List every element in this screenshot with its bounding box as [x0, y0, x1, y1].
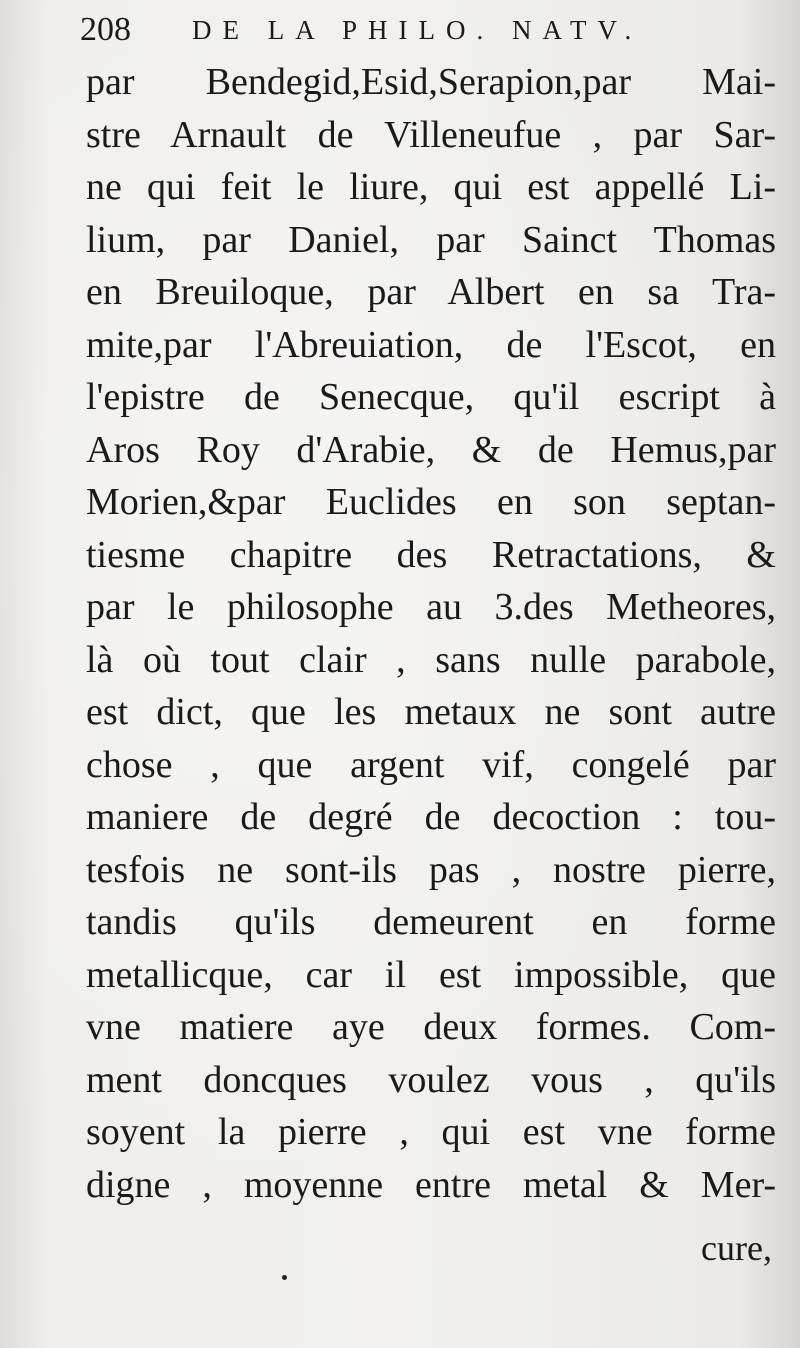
text-line: digne , moyenne entre metal & Mer- [86, 1163, 776, 1206]
text-line: en Breuiloque, par Albert en sa Tra- [86, 271, 776, 313]
text-line: tandis qu'ils demeurent en forme [86, 901, 776, 943]
text-line: vne matiere aye deux formes. Com- [86, 1006, 776, 1048]
text-line: Aros Roy d'Arabie, & de Hemus,par [86, 428, 776, 471]
page-header [80, 8, 780, 52]
text-line: maniere de degré de decoction : tou- [86, 796, 776, 838]
text-line: mite,par l'Abreuiation, de l'Escot, en [86, 323, 776, 366]
text-line: metallicque, car il est impossible, que [86, 953, 776, 996]
text-line: par Bendegid,Esid,Serapion,par Mai- [86, 61, 776, 103]
text-line: lium, par Daniel, par Sainct Thomas [86, 218, 776, 261]
body-text [86, 56, 776, 1211]
text-line: est dict, que les metaux ne sont autre [86, 691, 776, 733]
text-line: ne qui feit le liure, qui est appellé Li- [86, 166, 776, 208]
page-number: 208 [80, 11, 131, 48]
text-line: chose , que argent vif, congelé par [86, 743, 776, 786]
text-line: tiesme chapitre des Retractations, & [86, 533, 776, 576]
text-line: par le philosophe au 3.des Metheores, [86, 586, 776, 628]
text-line: stre Arnault de Villeneufue , par Sar- [86, 113, 776, 156]
catchword: cure, [701, 1228, 772, 1268]
text-line: l'epistre de Senecque, qu'il escript à [86, 376, 776, 418]
text-line: là où tout clair , sans nulle parabole, [86, 638, 776, 681]
text-line: tesfois ne sont-ils pas , nostre pierre, [86, 848, 776, 891]
text-line: ment doncques voulez vous , qu'ils [86, 1058, 776, 1101]
text-line: Morien,&par Euclides en son septan- [86, 481, 776, 523]
text-line: soyent la pierre , qui est vne forme [86, 1111, 776, 1153]
running-head: DE LA PHILO. NATV. [192, 15, 643, 45]
ink-speck [282, 1275, 287, 1280]
